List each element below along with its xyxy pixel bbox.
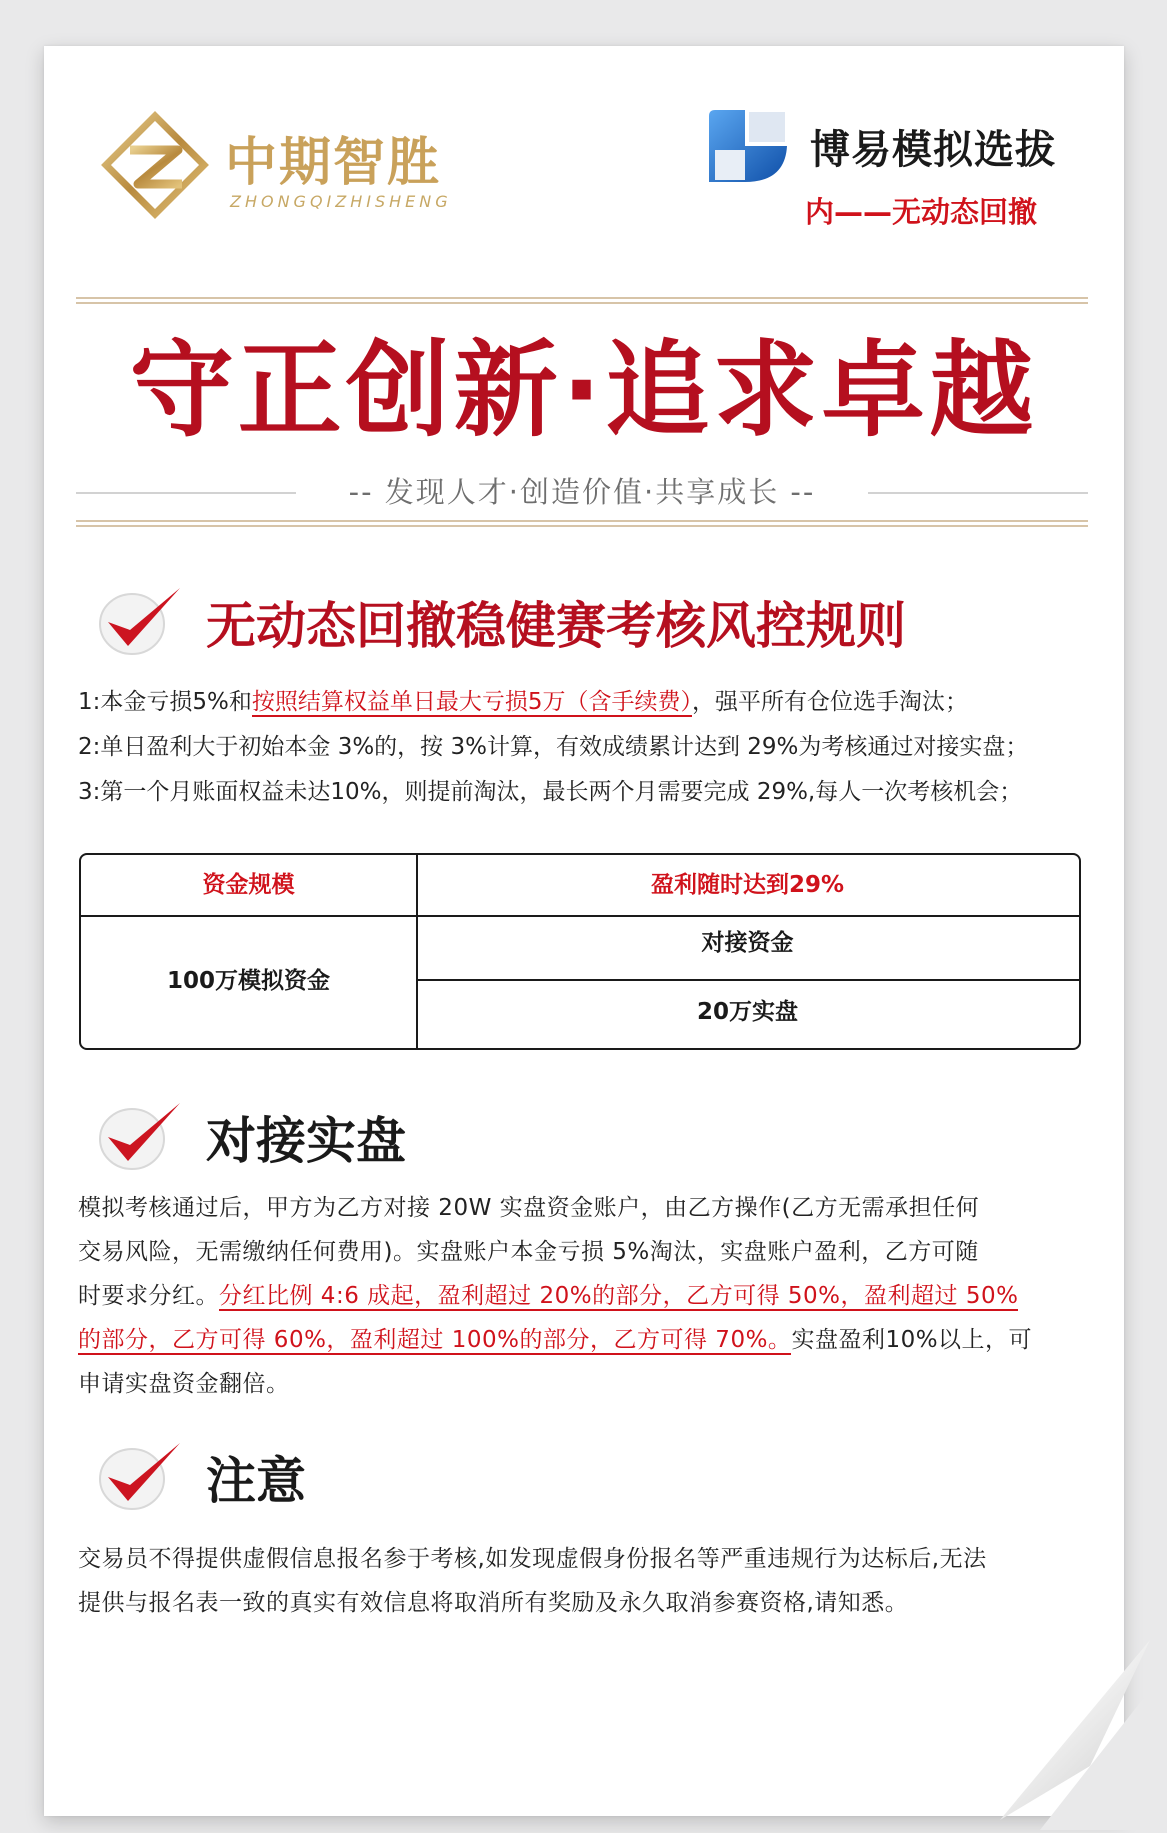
program-subtitle: 内——无动态回撤 — [805, 195, 1038, 229]
rule-1-text-a: 1:本金亏损5%和 — [78, 689, 252, 715]
table-header-scale: 资金规模 — [202, 872, 295, 898]
capital-table — [79, 853, 1081, 1050]
paragraph-line: 提供与报名表一致的真实有效信息将取消所有奖励及永久取消参赛资格,请知悉。 — [78, 1590, 909, 1616]
checkmark-icon — [94, 1435, 184, 1515]
divider-top — [76, 297, 1088, 304]
tagline-row — [76, 470, 1088, 514]
paragraph-text: 实盘盈利10%以上，可 — [791, 1327, 1033, 1353]
notice-paragraph — [78, 1537, 1088, 1625]
paragraph-line: 申请实盘资金翻倍。 — [78, 1371, 290, 1397]
paragraph-line — [78, 1318, 1088, 1362]
table-cell-connected-capital: 对接资金 — [701, 930, 794, 956]
paragraph-line: 模拟考核通过后，甲方为乙方对接 20W 实盘资金账户，由乙方操作(乙方无需承担任何 — [78, 1195, 980, 1221]
rule-1-highlight: 按照结算权益单日最大亏损5万（含手续费） — [251, 689, 693, 715]
brand-diamond-icon — [100, 110, 210, 220]
program-title: 博易模拟选拔 — [810, 127, 1056, 173]
divider-bottom — [76, 520, 1088, 527]
table-cell-sim-capital: 100万模拟资金 — [166, 968, 330, 994]
rules-list — [78, 680, 1088, 815]
paragraph-line: 交易风险，无需缴纳任何费用)。实盘账户本金亏损 5%淘汰，实盘账户盈利，乙方可随 — [78, 1239, 979, 1265]
profit-share-highlight: 的部分，乙方可得 60%，盈利超过 100%的部分，乙方可得 70%。 — [78, 1327, 792, 1353]
paragraph-text: 时要求分红。 — [78, 1283, 219, 1309]
rule-item — [78, 680, 1088, 725]
brand-name-en: ZHONGQIZHISHENG — [230, 192, 452, 211]
section-live-title: 对接实盘 — [206, 1112, 406, 1170]
rule-1-text-c: ，强平所有仓位选手淘汰； — [692, 689, 969, 715]
live-account-paragraph — [78, 1186, 1088, 1406]
checkmark-icon — [94, 580, 184, 660]
hero-slogan: 守正创新·追求卓越 — [129, 329, 1038, 451]
table-header-target: 盈利随时达到29% — [650, 872, 845, 898]
table-cell-live-capital: 20万实盘 — [696, 999, 798, 1025]
section-notice-title: 注意 — [206, 1452, 306, 1510]
section-rules-title: 无动态回撤稳健赛考核风控规则 — [206, 597, 906, 655]
boyi-logo-icon — [705, 106, 790, 186]
checkmark-icon — [94, 1095, 184, 1175]
profit-share-highlight: 分红比例 4:6 成起，盈利超过 20%的部分，乙方可得 50%，盈利超过 50% — [219, 1283, 1019, 1309]
rule-item: 3:第一个月账面权益未达10%，则提前淘汰，最长两个月需要完成 29%,每人一次考核机会； — [78, 779, 1023, 805]
tagline: -- 发现人才·创造价值·共享成长 -- — [348, 475, 816, 509]
rule-item: 2:单日盈利大于初始本金 3%的，按 3%计算，有效成绩累计达到 29%为考核通过对接实盘； — [78, 734, 1029, 760]
brand-name-cn: 中期智胜 — [225, 133, 442, 193]
paragraph-line — [78, 1274, 1088, 1318]
brand-logo — [100, 110, 460, 220]
paragraph-line: 交易员不得提供虚假信息报名参于考核,如发现虚假身份报名等严重违规行为达标后,无法 — [78, 1546, 987, 1572]
